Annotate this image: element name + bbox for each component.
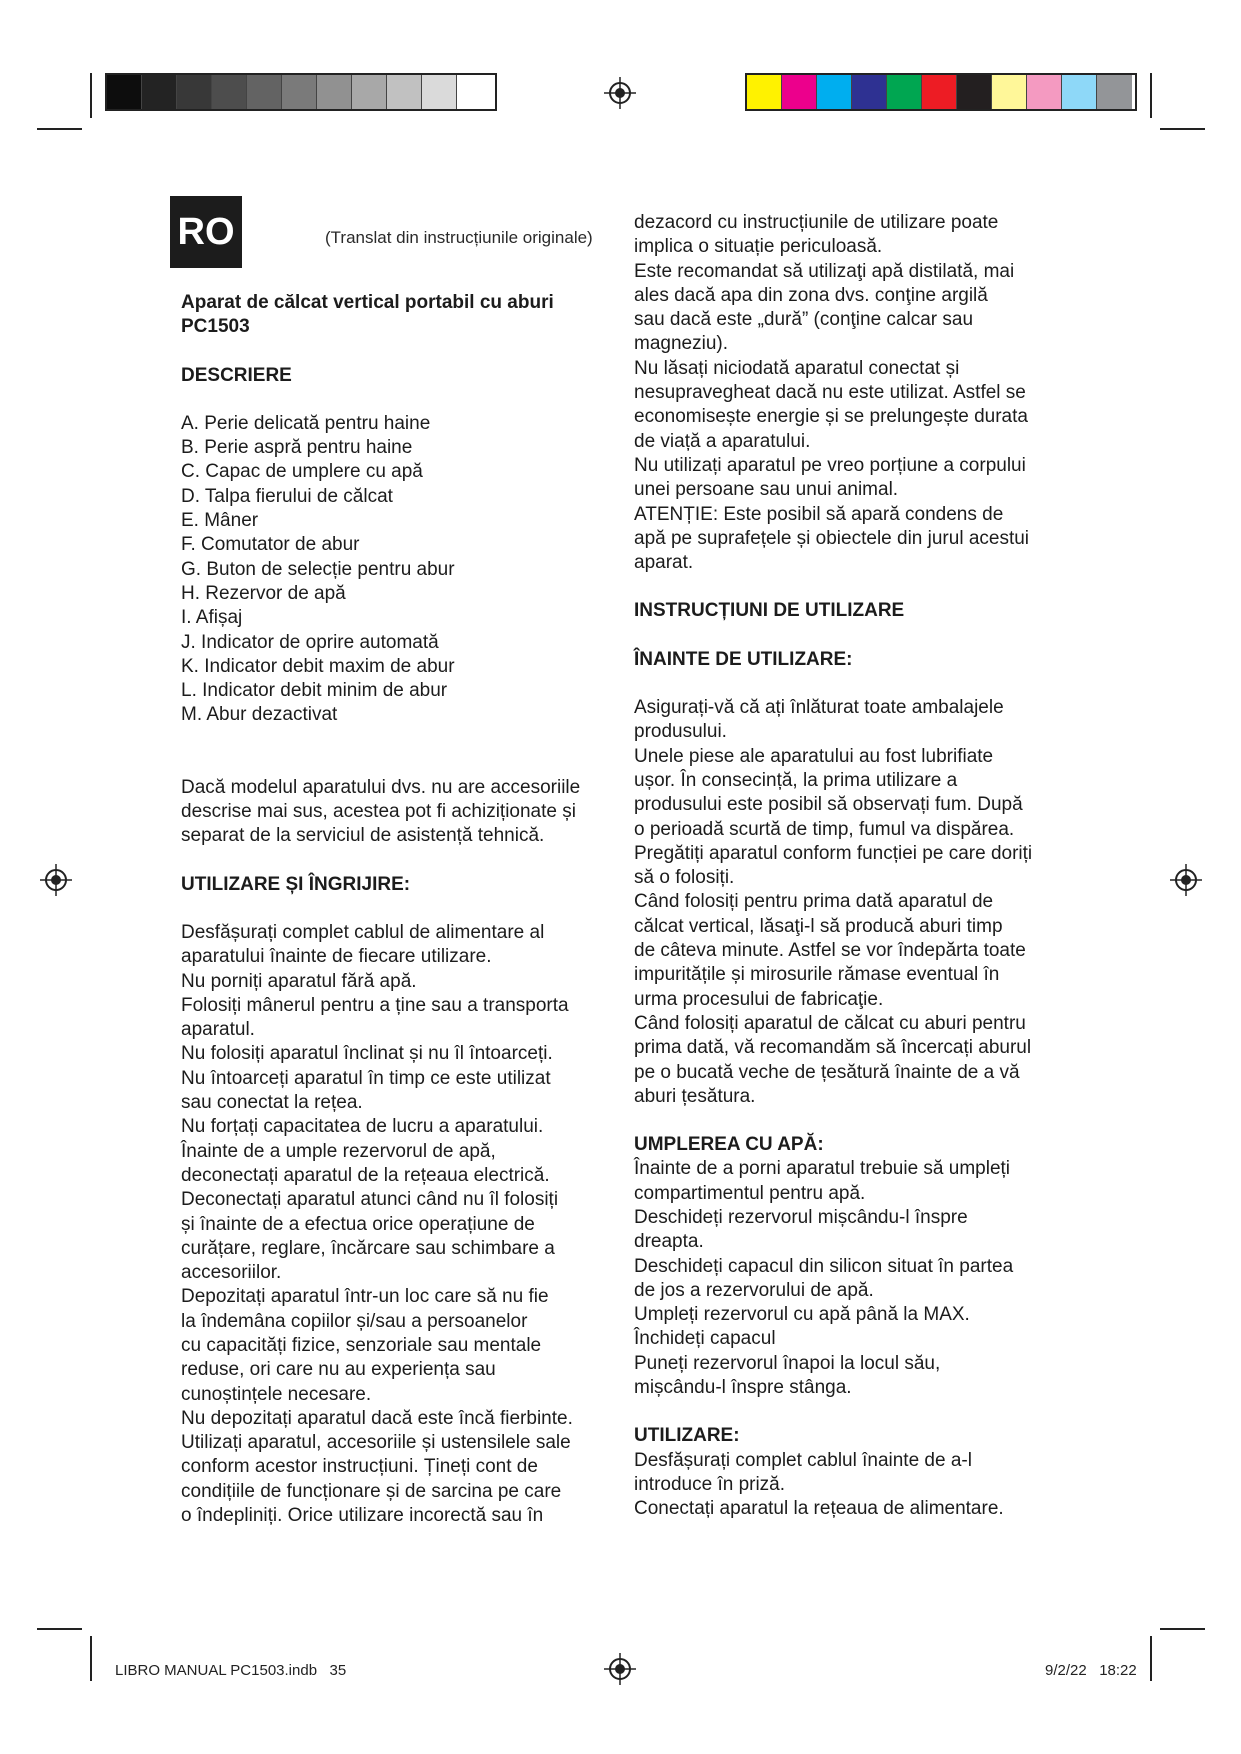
text-line: curățare, reglare, încărcare sau schimbare a	[181, 1237, 555, 1259]
text-line: ales dacă apa din zona dvs. conţine argilă	[634, 284, 988, 306]
text-line: Închideți capacul	[634, 1328, 776, 1350]
text-line: ușor. În consecință, la prima utilizare a	[634, 769, 958, 791]
section-heading: UMPLEREA CU APĂ:	[634, 1134, 824, 1156]
text-line: Înainte de a porni aparatul trebuie să umpleți	[634, 1158, 1011, 1180]
parts-list-item: J. Indicator de oprire automată	[181, 631, 439, 653]
text-line: Nu porniți aparatul fără apă.	[181, 970, 417, 992]
color-swatch	[1027, 75, 1062, 109]
parts-list-item: D. Talpa fierului de călcat	[181, 485, 393, 507]
text-line: implica o situație periculoasă.	[634, 236, 883, 258]
text-line: cu capacități fizice, senzoriale sau mentale	[181, 1334, 542, 1356]
text-line: aparatului înainte de fiecare utilizare.	[181, 946, 492, 968]
color-swatch	[177, 75, 212, 109]
footer-file-info: LIBRO MANUAL PC1503.indb 35	[115, 1662, 347, 1679]
text-line: Desfășurați complet cablul de alimentare al	[181, 921, 545, 943]
parts-list-item: F. Comutator de abur	[181, 534, 360, 556]
translation-note: (Translat din instrucțiunile originale)	[325, 228, 593, 247]
color-swatch	[212, 75, 247, 109]
text-line: accesoriilor.	[181, 1262, 282, 1284]
text-line: călcat vertical, lăsaţi-l să producă aburi timp	[634, 915, 1003, 937]
text-line: Unele piese ale aparatului au fost lubrifiate	[634, 745, 994, 767]
color-swatch	[387, 75, 422, 109]
section-heading: DESCRIERE	[181, 364, 292, 386]
parts-list-item: A. Perie delicată pentru haine	[181, 412, 431, 434]
section-heading: UTILIZARE ȘI ÎNGRIJIRE:	[181, 873, 411, 895]
text-line: Nu depozitați aparatul dacă este încă fierbinte.	[181, 1407, 573, 1429]
right-column	[634, 211, 1074, 1522]
text-line: Deschideți capacul din silicon situat în partea	[634, 1255, 1014, 1277]
text-line: Nu folosiți aparatul înclinat și nu îl întoarceți.	[181, 1043, 553, 1065]
text-line: condițiile de funcționare și de sarcina pe care	[181, 1480, 562, 1502]
color-swatch	[887, 75, 922, 109]
text-line: aparatul.	[181, 1019, 255, 1041]
crop-mark	[1150, 73, 1152, 118]
text-line: să o folosiți.	[634, 867, 735, 889]
text-line: urma procesului de fabricaţie.	[634, 988, 884, 1010]
section-heading: ÎNAINTE DE UTILIZARE:	[634, 648, 853, 670]
text-line: nesupravegheat dacă nu este utilizat. Astfel se	[634, 382, 1026, 404]
text-line: Dacă modelul aparatului dvs. nu are accesoriile	[181, 776, 581, 798]
crop-mark	[90, 73, 92, 118]
text-line: de jos a rezervorului de apă.	[634, 1279, 874, 1301]
registration-mark-icon	[40, 864, 72, 896]
text-line: Depozitați aparatul într-un loc care să nu fie	[181, 1286, 549, 1308]
text-line: aparat.	[634, 552, 694, 574]
product-title: Aparat de călcat vertical portabil cu aburi	[181, 292, 554, 313]
before-use-text	[634, 696, 1074, 1109]
text-line: produsului este posibil să observați fum. După	[634, 794, 1023, 816]
parts-list-item: B. Perie aspră pentru haine	[181, 437, 413, 459]
parts-list	[181, 412, 611, 728]
text-line: o îndepliniți. Orice utilizare incorectă sau în	[181, 1505, 544, 1527]
text-line: Conectați aparatul la rețeaua de alimentare.	[634, 1498, 1004, 1520]
grayscale-calibration-bar	[105, 73, 497, 111]
color-swatch	[247, 75, 282, 109]
color-calibration-bar	[745, 73, 1137, 111]
text-line: produsului.	[634, 721, 727, 743]
text-line: sau dacă este „dură” (conţine calcar sau	[634, 309, 974, 331]
parts-list-item: I. Afișaj	[181, 607, 243, 629]
text-line: conform acestor instrucțiuni. Țineți cont de	[181, 1456, 538, 1478]
text-line: Nu forțați capacitatea de lucru a aparatului.	[181, 1116, 544, 1138]
text-line: Umpleți rezervorul cu apă până la MAX.	[634, 1304, 970, 1326]
language-badge: RO	[170, 196, 242, 268]
text-line: apă pe suprafețele și obiectele din jurul acestui	[634, 527, 1030, 549]
text-line: de câteva minute. Astfel se vor îndepărta toate	[634, 940, 1026, 962]
registration-mark-icon	[604, 77, 636, 109]
care-text	[181, 921, 611, 1528]
text-line: aburi țesătura.	[634, 1085, 756, 1107]
color-swatch	[852, 75, 887, 109]
text-line: Puneți rezervorul înapoi la locul său,	[634, 1352, 941, 1374]
crop-mark	[1160, 1628, 1205, 1630]
color-swatch	[817, 75, 852, 109]
color-swatch	[782, 75, 817, 109]
registration-mark-icon	[1170, 864, 1202, 896]
text-line: o perioadă scurtă de timp, fumul va dispărea.	[634, 818, 1015, 840]
text-line: de viață a aparatului.	[634, 430, 811, 452]
crop-mark	[37, 1628, 82, 1630]
color-swatch	[317, 75, 352, 109]
text-line: compartimentul pentru apă.	[634, 1182, 866, 1204]
text-line: Deconectați aparatul atunci când nu îl folosiți	[181, 1189, 559, 1211]
color-swatch	[107, 75, 142, 109]
filling-text	[634, 1157, 1074, 1400]
crop-mark	[90, 1636, 92, 1681]
safety-text	[634, 211, 1074, 575]
parts-list-item: K. Indicator debit maxim de abur	[181, 655, 455, 677]
text-line: pe o bucată veche de țesătură înainte de a vă	[634, 1061, 1020, 1083]
color-swatch	[922, 75, 957, 109]
color-swatch	[1062, 75, 1097, 109]
parts-list-item: L. Indicator debit minim de abur	[181, 680, 448, 702]
text-line: Pregătiți aparatul conform funcției pe care doriți	[634, 842, 1033, 864]
crop-mark	[1150, 1636, 1152, 1681]
color-swatch	[142, 75, 177, 109]
crop-mark	[37, 128, 82, 130]
text-line: magneziu).	[634, 333, 728, 355]
text-line: dreapta.	[634, 1231, 704, 1253]
color-swatch	[422, 75, 457, 109]
text-line: deconectați aparatul de la rețeaua electrică.	[181, 1164, 550, 1186]
left-column	[181, 291, 611, 1528]
text-line: Când folosiți aparatul de călcat cu aburi pentru	[634, 1012, 1026, 1034]
text-line: mișcându-l înspre stânga.	[634, 1377, 852, 1399]
text-line: Nu întoarceți aparatul în timp ce este utilizat	[181, 1067, 551, 1089]
text-line: Desfășurați complet cablul înainte de a-l	[634, 1449, 972, 1471]
color-swatch	[747, 75, 782, 109]
registration-mark-icon	[604, 1653, 636, 1685]
text-line: sau conectat la rețea.	[181, 1092, 363, 1114]
color-swatch	[457, 75, 492, 109]
text-line: Când folosiți pentru prima dată aparatul de	[634, 891, 994, 913]
parts-list-item: H. Rezervor de apă	[181, 582, 346, 604]
text-line: Asigurați-vă că ați înlăturat toate ambalajele	[634, 697, 1004, 719]
color-swatch	[957, 75, 992, 109]
text-line: Utilizați aparatul, accesoriile și ustensilele sale	[181, 1432, 571, 1454]
parts-list-item: E. Mâner	[181, 510, 259, 532]
section-heading: INSTRUCȚIUNI DE UTILIZARE	[634, 600, 905, 622]
text-line: impuritățile și mirosurile rămase eventual în	[634, 964, 1000, 986]
section-heading: UTILIZARE:	[634, 1425, 740, 1447]
text-line: prima dată, vă recomandăm să încercați aburul	[634, 1037, 1032, 1059]
accessories-note	[181, 776, 611, 849]
footer-datetime: 9/2/22 18:22	[1045, 1662, 1137, 1679]
text-line: separat de la serviciul de asistență tehnică.	[181, 825, 545, 847]
text-line: economisește energie și se prelungește durata	[634, 406, 1028, 428]
color-swatch	[352, 75, 387, 109]
text-line: Înainte de a umple rezervorul de apă,	[181, 1140, 496, 1162]
parts-list-item: M. Abur dezactivat	[181, 704, 338, 726]
text-line: Deschideți rezervorul mișcându-l înspre	[634, 1206, 968, 1228]
text-line: Nu lăsați niciodată aparatul conectat și	[634, 357, 960, 379]
text-line: la îndemâna copiilor și/sau a persoanelor	[181, 1310, 528, 1332]
text-line: Este recomandat să utilizaţi apă distilată, mai	[634, 260, 1015, 282]
text-line: și înainte de a efectua orice operațiune de	[181, 1213, 535, 1235]
color-swatch	[282, 75, 317, 109]
text-line: Nu utilizați aparatul pe vreo porțiune a corpului	[634, 454, 1026, 476]
color-swatch	[992, 75, 1027, 109]
text-line: reduse, ori care nu au experiența sau	[181, 1359, 496, 1381]
text-line: introduce în priză.	[634, 1473, 786, 1495]
crop-mark	[1160, 128, 1205, 130]
text-line: cunoștințele necesare.	[181, 1383, 372, 1405]
color-swatch	[1097, 75, 1132, 109]
product-model: PC1503	[181, 316, 250, 338]
text-line: Folosiți mânerul pentru a ține sau a transporta	[181, 994, 569, 1016]
text-line: unei persoane sau unui animal.	[634, 479, 899, 501]
usage-text	[634, 1449, 1074, 1522]
text-line: dezacord cu instrucțiunile de utilizare poate	[634, 212, 999, 233]
parts-list-item: C. Capac de umplere cu apă	[181, 461, 423, 483]
text-line: descrise mai sus, acestea pot fi achiziționate și	[181, 801, 576, 823]
text-line: ATENȚIE: Este posibil să apară condens de	[634, 503, 1004, 525]
parts-list-item: G. Buton de selecție pentru abur	[181, 558, 455, 580]
